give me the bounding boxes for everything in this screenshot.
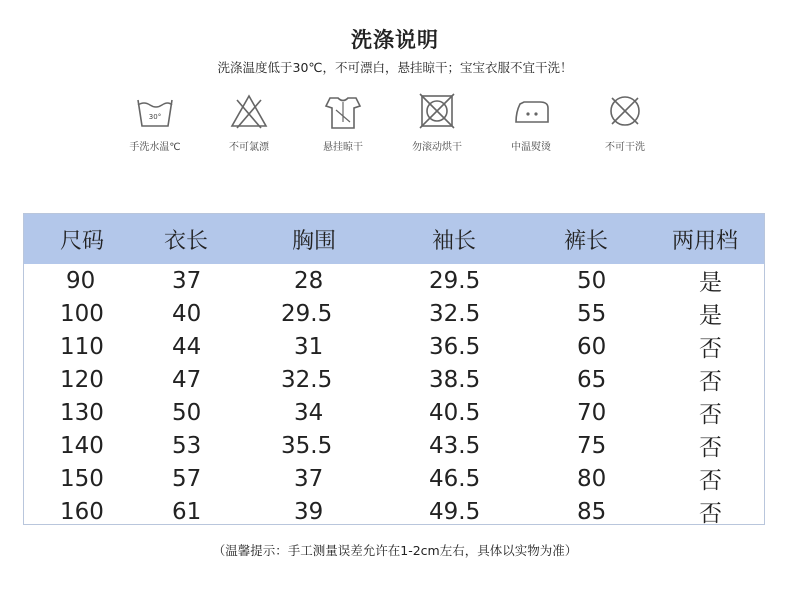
hand-wash-temp: 30° xyxy=(148,113,162,121)
cell-dual-use: 否 xyxy=(699,501,722,527)
care-label-no-tumble-dry: 勿滚动烘干 xyxy=(412,142,462,153)
table-row xyxy=(24,495,764,528)
cell-dual-use: 否 xyxy=(699,468,722,494)
cell-sleeve: 29.5 xyxy=(429,267,481,294)
hand-wash-30-icon xyxy=(134,92,176,132)
cell-sleeve: 40.5 xyxy=(429,399,481,426)
iron-medium-icon xyxy=(510,92,552,132)
table-row xyxy=(24,330,764,363)
cell-chest: 39 xyxy=(294,498,324,525)
size-table xyxy=(23,213,765,525)
cell-dual-use: 否 xyxy=(699,435,722,461)
cell-length: 53 xyxy=(172,432,202,459)
care-item-no-dry-clean xyxy=(580,92,670,162)
table-row xyxy=(24,264,764,297)
table-row xyxy=(24,462,764,495)
cell-chest: 35.5 xyxy=(281,432,333,459)
cell-size: 90 xyxy=(66,267,96,294)
cell-sleeve: 36.5 xyxy=(429,333,481,360)
no-tumble-dry-icon xyxy=(416,92,458,132)
care-label-hang-dry: 悬挂晾干 xyxy=(323,142,363,153)
table-header-row xyxy=(24,214,764,264)
table-row xyxy=(24,396,764,429)
cell-length: 50 xyxy=(172,399,202,426)
cell-dual-use: 是 xyxy=(699,303,722,329)
care-label-no-bleach: 不可氯漂 xyxy=(229,142,269,153)
cell-dual-use: 否 xyxy=(699,369,722,395)
cell-pants: 60 xyxy=(577,333,607,360)
table-body xyxy=(24,264,764,528)
no-bleach-icon xyxy=(228,92,270,132)
care-label-iron-medium: 中温熨烫 xyxy=(511,142,551,153)
cell-length: 44 xyxy=(172,333,202,360)
cell-dual-use: 是 xyxy=(699,270,722,296)
care-label-no-dry-clean: 不可干洗 xyxy=(605,142,645,153)
cell-sleeve: 32.5 xyxy=(429,300,481,327)
cell-chest: 34 xyxy=(294,399,324,426)
header-sleeve: 袖长 xyxy=(432,228,477,254)
cell-size: 110 xyxy=(60,333,104,360)
cell-chest: 28 xyxy=(294,267,324,294)
cell-sleeve: 46.5 xyxy=(429,465,481,492)
cell-chest: 37 xyxy=(294,465,324,492)
header-dual-use: 两用档 xyxy=(672,228,739,254)
header-chest: 胸围 xyxy=(291,228,336,254)
cell-size: 130 xyxy=(60,399,104,426)
care-item-hand-wash xyxy=(110,92,200,162)
cell-pants: 50 xyxy=(577,267,607,294)
cell-chest: 32.5 xyxy=(281,366,333,393)
care-item-no-tumble-dry xyxy=(392,92,482,162)
cell-size: 120 xyxy=(60,366,104,393)
cell-size: 100 xyxy=(60,300,104,327)
cell-pants: 65 xyxy=(577,366,607,393)
cell-pants: 70 xyxy=(577,399,607,426)
header-pants: 裤长 xyxy=(564,228,609,254)
care-label-hand-wash: 手洗水温℃ xyxy=(129,142,181,153)
cell-sleeve: 43.5 xyxy=(429,432,481,459)
cell-size: 140 xyxy=(60,432,104,459)
cell-dual-use: 否 xyxy=(699,402,722,428)
header-size: 尺码 xyxy=(60,228,105,254)
page-title: 洗涤说明 xyxy=(351,28,439,52)
no-dry-clean-icon xyxy=(604,92,646,132)
measurement-note: （温馨提示：手工测量误差允许在1-2cm左右，具体以实物为准） xyxy=(212,543,578,558)
cell-size: 150 xyxy=(60,465,104,492)
cell-length: 40 xyxy=(172,300,202,327)
table-row xyxy=(24,429,764,462)
cell-dual-use: 否 xyxy=(699,336,722,362)
table-row xyxy=(24,363,764,396)
cell-sleeve: 49.5 xyxy=(429,498,481,525)
care-item-no-bleach xyxy=(204,92,294,162)
cell-length: 57 xyxy=(172,465,202,492)
table-row xyxy=(24,297,764,330)
cell-length: 37 xyxy=(172,267,202,294)
care-item-iron-medium xyxy=(486,92,576,162)
cell-pants: 55 xyxy=(577,300,607,327)
page-subtitle: 洗涤温度低于30℃，不可漂白，悬挂晾干；宝宝衣服不宜干洗！ xyxy=(217,60,573,75)
hang-dry-icon xyxy=(322,92,364,132)
cell-chest: 31 xyxy=(294,333,324,360)
care-item-hang-dry xyxy=(298,92,388,162)
cell-pants: 80 xyxy=(577,465,607,492)
care-icons xyxy=(110,92,670,162)
header-length: 衣长 xyxy=(164,228,209,254)
cell-chest: 29.5 xyxy=(281,300,333,327)
cell-size: 160 xyxy=(60,498,104,525)
cell-length: 61 xyxy=(172,498,202,525)
cell-pants: 85 xyxy=(577,498,607,525)
cell-pants: 75 xyxy=(577,432,607,459)
cell-sleeve: 38.5 xyxy=(429,366,481,393)
cell-length: 47 xyxy=(172,366,202,393)
